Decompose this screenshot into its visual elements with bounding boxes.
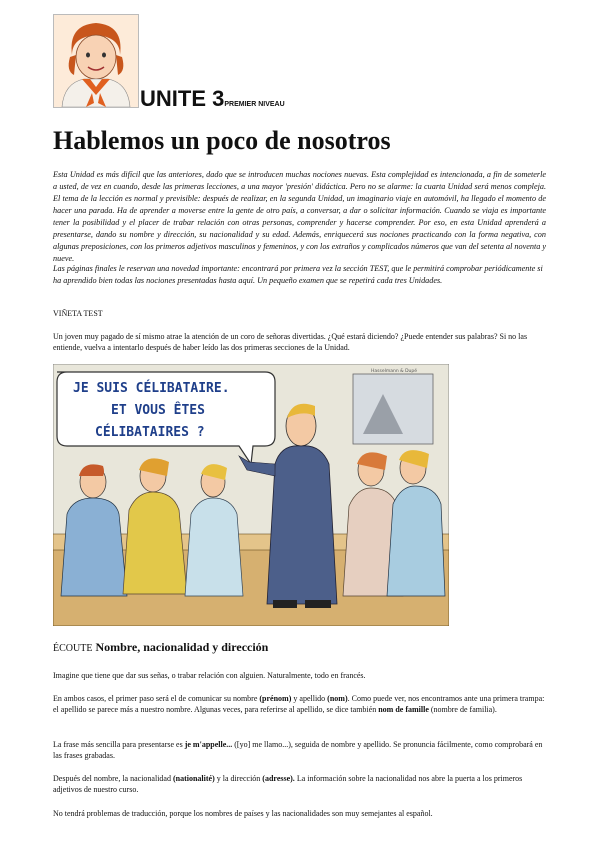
speech-bubble-line-3: CÉLIBATAIRES ? xyxy=(95,425,205,440)
cartoon-illustration xyxy=(53,364,449,626)
p4-term-adresse: (adresse). xyxy=(262,774,295,783)
unit-level: PREMIER NIVEAU xyxy=(224,101,285,108)
intro-paragraph-2: Las páginas finales le reservan una novedad importante: encontrará por primera vez la sección TEST, que le permitirá comprobar periódicamente si ha aprendido bien todas las nociones presentadas hasta aquí. Un pequeño examen que se repetirá cada tres Unidades. xyxy=(53,264,543,285)
ecoute-heading xyxy=(53,640,268,655)
p2-text-a: En ambos casos, el primer paso será el de comunicar su nombre xyxy=(53,694,260,703)
p2-text-g: (nombre de familia). xyxy=(428,705,497,714)
unit-heading xyxy=(140,86,285,112)
page-title: Hablemos un poco de nosotros xyxy=(53,126,391,155)
paragraph-5: No tendrá problemas de traducción, porque los nombres de países y las nacionalidades son muy semejantes al español. xyxy=(53,809,433,818)
page xyxy=(53,0,546,818)
p3-text-a: La frase más sencilla para presentarse es xyxy=(53,740,185,749)
p2-term-nom: (nom) xyxy=(327,694,348,703)
p2-term-nom-de-famille: nom de famille xyxy=(378,705,429,714)
paragraph-2 xyxy=(53,693,546,715)
paragraph-4 xyxy=(53,773,546,795)
p3-text-c: ([yo] me llamo...), seguida de nombre y apellido. Se pronuncia fácilmente, como comprobará en las frases grabadas. xyxy=(53,740,543,760)
p4-text-c: y la dirección xyxy=(214,774,263,783)
p2-text-e: . Como puede ver, nos encontramos ante una primera trampa: el apellido se parece más a nuestro nombre. Algunas veces, para referirse al apellido, se dice también xyxy=(53,694,545,714)
p2-text-c: y apellido xyxy=(291,694,328,703)
p3-term-je-mappelle: je m'appelle... xyxy=(184,740,233,749)
paragraph-3 xyxy=(53,739,546,761)
header xyxy=(53,0,546,112)
unit-number: UNITE 3 xyxy=(140,86,225,111)
ecoute-title: Nombre, nacionalidad y dirección xyxy=(95,640,269,654)
vineta-test-text: Un joven muy pagado de sí mismo atrae la atención de un coro de señoras divertidas. ¿Qué estará diciendo? ¿Puede entender sus palabras? Si no las entiende, vuelva a intentarlo después de haber leído las dos primeras secciones de la Unidad. xyxy=(53,332,528,352)
speech-bubble-line-2: ET VOUS ÊTES xyxy=(111,403,205,418)
p4-text-e: La información sobre la nacionalidad nos abre la puerta a los primeros adjetivos de nuestro curso. xyxy=(53,774,523,794)
intro-paragraph: Esta Unidad es más difícil que las anteriores, dado que se introducen muchas nociones nuevas. Esta complejidad es intencionada, a fin de someterle a usted, de vez en cuando, desde las primeras lecciones, a una mayor 'presión' didáctica. Pero no se alarme: la cuarta Unidad será menos compleja. El tema de la lección es normal y previsible: después de realizar, en la segunda Unidad, un imaginario viaje en automóvil, ha llegado el momento de hacer una parada. Ha de aprender a moverse entre la gente de otro país, a conversar, a dar o solicitar información. Cuando se viaja es importante tener la posibilidad y el placer de trabar relación con otras personas, comprender y hacerse comprender. Por eso, en esta Unidad aprenderá a presentarse, dando su nombre y dirección, su nacionalidad y su edad. Además, enriquecerá sus nociones practicando con la forma negativa, con algunas preposiciones, con los primeros adjetivos masculinos y femeninos, y con los extraños y complicados números que van del setenta al noventa y nueve. xyxy=(53,170,546,263)
cartoon-signature: Hasselmann & Dupé xyxy=(371,369,418,374)
p4-text-a: Después del nombre, la nacionalidad xyxy=(53,774,173,783)
teacher-portrait-illustration xyxy=(53,14,139,108)
p2-term-prenom: (prénom) xyxy=(259,694,292,703)
paragraph-1: Imagine que tiene que dar sus señas, o trabar relación con alguien. Naturalmente, todo en francés. xyxy=(53,671,366,680)
p4-term-nationalite: (nationalité) xyxy=(172,774,215,783)
speech-bubble-line-1: JE SUIS CÉLIBATAIRE. xyxy=(73,381,230,396)
vineta-test-heading: VIÑETA TEST xyxy=(53,309,103,318)
ecoute-prefix: ÉCOUTE xyxy=(53,643,93,654)
